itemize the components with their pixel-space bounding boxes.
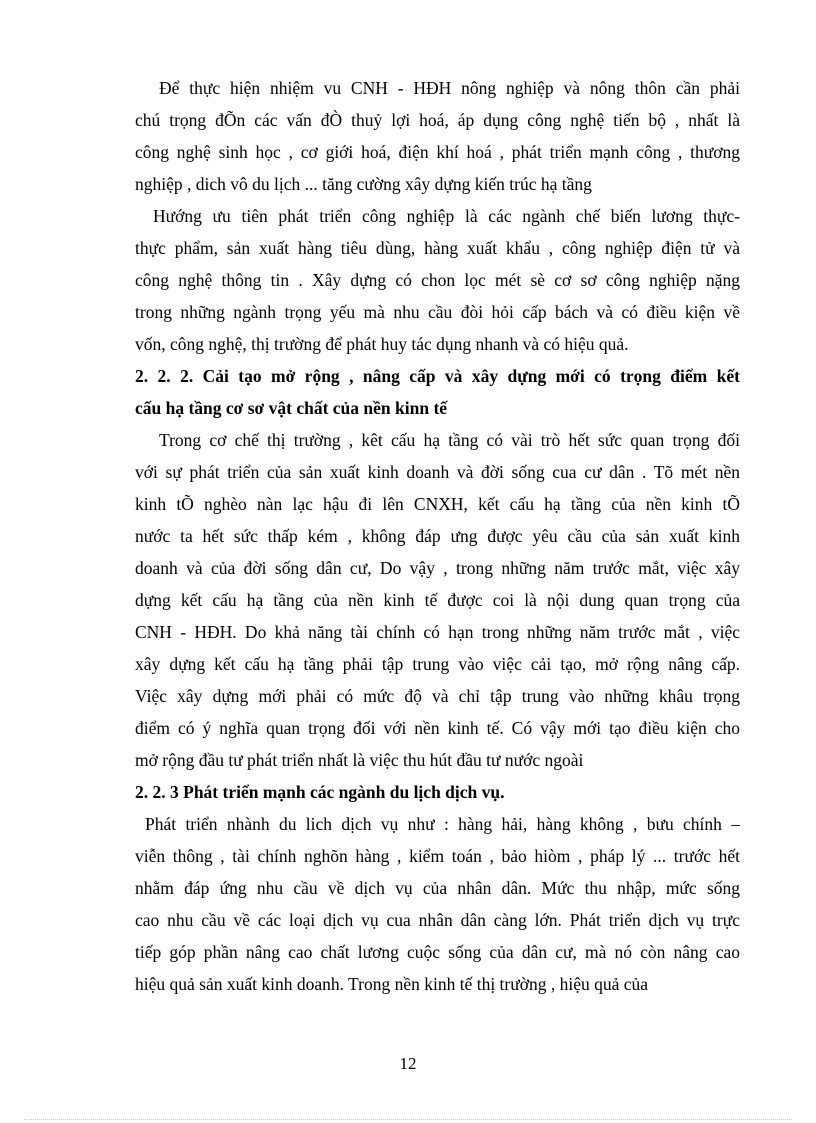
paragraph-line: Phát triển nhành du lich dịch vụ như : hàng hải, hàng không , bưu chính – — [145, 814, 740, 834]
paragraph-line: Việc xây dựng mới phải có mức độ và chỉ tập trung vào những khâu trọng — [135, 686, 740, 706]
paragraph-line: cao nhu cầu về các loại dịch vụ cua nhân dân càng lớn. Phát triển dịch vụ trực — [135, 910, 740, 930]
paragraph-line: doanh và của đời sống dân cư, Do vậy , trong những năm trước mắt, việc xây — [135, 558, 740, 578]
paragraph-line: Hướng ưu tiên phát triển công nghiệp là các ngành chế biến lương thực- — [153, 206, 740, 226]
page-number: 12 — [399, 1054, 417, 1073]
paragraph-line: công nghệ sinh học , cơ giới hoá, điện khí hoá , phát triển mạnh công , thương — [135, 142, 740, 162]
paragraph-line: điểm có ý nghĩa quan trọng đối với nền kinh tế. Có vậy mới tạo điều kiện cho — [135, 718, 740, 738]
paragraph-line: nhằm đáp ứng nhu cầu về dịch vụ của nhân dân. Mức thu nhập, mức sống — [135, 878, 740, 898]
paragraph-line: Trong cơ chế thị trường , kêt cấu hạ tầng có vài trò hết sức quan trọng đối — [159, 430, 740, 450]
paragraph-line: xây dựng kết cấu hạ tầng phải tập trung vào việc cải tạo, mở rộng nâng cấp. — [135, 654, 740, 674]
section-heading-line: 2. 2. 2. Cải tạo mở rộng , nâng cấp và xây dựng mới có trọng điểm kết — [135, 366, 740, 386]
paragraph-line: nghiệp , dich vô du lịch ... tăng cường xây dựng kiến trúc hạ tầng — [135, 174, 592, 194]
document-body — [135, 72, 740, 1000]
paragraph-line: mở rộng đầu tư phát triển nhất là việc thu hút đầu tư nước ngoài — [135, 750, 584, 770]
page-bottom-divider — [24, 1119, 792, 1120]
paragraph-line: công nghệ thông tin . Xây dựng có chon lọc mét sè cơ sơ công nghiệp nặng — [135, 270, 740, 290]
paragraph-line: hiệu quả sản xuất kinh doanh. Trong nền kinh tế thị trường , hiệu quả của — [135, 974, 649, 994]
paragraph-line: với sự phát triển của sản xuất kinh doanh và đời sống cua cư dân . Tõ mét nền — [135, 462, 740, 482]
paragraph-line: CNH - HĐH. Do khả năng tài chính có hạn trong những năm trước mắt , việc — [135, 622, 740, 642]
paragraph-line: Để thực hiện nhiệm vu CNH - HĐH nông nghiệp và nông thôn cần phải — [159, 78, 740, 98]
paragraph-line: kinh tÕ nghèo nàn lạc hậu đi lên CNXH, kết cấu hạ tầng của nền kinh tÕ — [135, 494, 740, 514]
paragraph-line: trong những ngành trọng yếu mà nhu cầu đòi hỏi cấp bách và có điều kiện về — [135, 302, 740, 322]
paragraph-line: nước ta hết sức thấp kém , không đáp ưng được yêu cầu của sản xuất kinh — [135, 526, 740, 546]
paragraph-line: tiếp góp phần nâng cao chất lương cuộc sống của dân cư, mà nó còn nâng cao — [135, 942, 740, 962]
paragraph-line: thực phẩm, sản xuất hàng tiêu dùng, hàng xuất khẩu , công nghiệp điện tử và — [135, 238, 740, 258]
section-heading-line: 2. 2. 3 Phát triển mạnh các ngành du lịch dịch vụ. — [135, 782, 505, 802]
paragraph-line: vốn, công nghệ, thị trường để phát huy tác dụng nhanh và có hiệu quả. — [135, 334, 629, 354]
section-heading-line: cấu hạ tầng cơ sơ vật chất của nền kinn tế — [135, 398, 448, 418]
paragraph-line: viễn thông , tài chính nghõn hàng , kiểm toán , bảo hiòm , pháp lý ... trước hết — [135, 846, 740, 866]
paragraph-line: dựng kết cấu hạ tầng của nền kinh tế được coi là nội dung quan trọng của — [135, 590, 740, 610]
paragraph-line: chú trọng đÕn các vấn đÒ thuỷ lợi hoá, áp dụng công nghệ tiến bộ , nhất là — [135, 110, 740, 130]
